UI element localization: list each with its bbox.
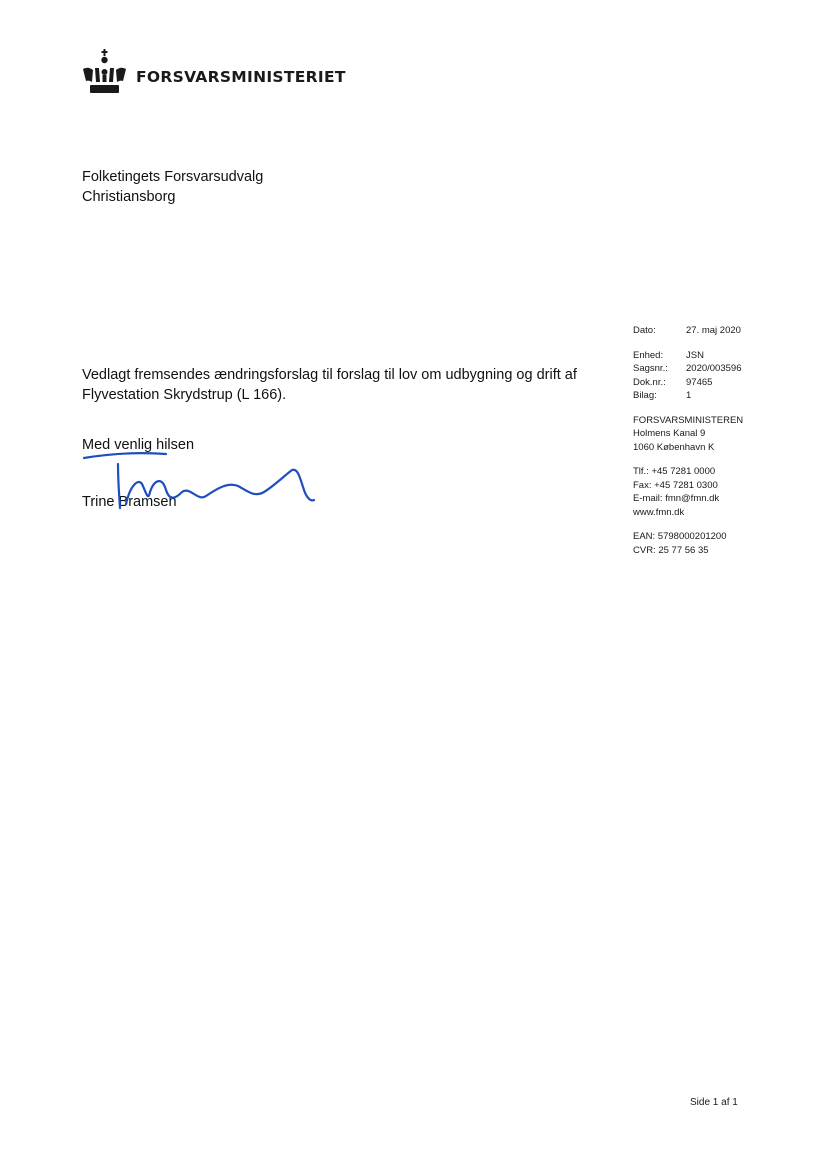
letter-body: Vedlagt fremsendes ændringsforslag til forslag til lov om udbygning og drift af Flyvestation Skrydstrup (L 166). bbox=[82, 367, 577, 403]
page-number: Side 1 af 1 bbox=[690, 1097, 738, 1108]
ministry-logo bbox=[80, 48, 350, 98]
date-label: Dato: bbox=[633, 325, 656, 336]
unit-label: Enhed: bbox=[633, 349, 664, 361]
case-label: Sagsnr.: bbox=[633, 363, 668, 374]
attachment-value: 1 bbox=[686, 390, 692, 401]
org-city: 1060 København K bbox=[633, 441, 715, 453]
website: www.fmn.dk bbox=[633, 506, 685, 518]
recipient-line: Christiansborg bbox=[82, 189, 176, 205]
org-name: FORSVARSMINISTEREN bbox=[633, 414, 744, 426]
doc-row bbox=[633, 376, 743, 390]
email-address: E-mail: fmn@fmn.dk bbox=[633, 493, 720, 504]
recipient-line: Folketingets Forsvarsudvalg bbox=[82, 169, 264, 185]
unit-value: JSN bbox=[686, 349, 704, 361]
handwritten-signature bbox=[78, 446, 318, 526]
crown-icon bbox=[80, 48, 132, 98]
doc-value: 97465 bbox=[686, 376, 713, 388]
date-row bbox=[633, 324, 743, 338]
date-value: 27. maj 2020 bbox=[686, 325, 741, 336]
attachment-row bbox=[633, 389, 743, 403]
recipient-address bbox=[82, 167, 263, 207]
fax-number: Fax: +45 7281 0300 bbox=[633, 479, 718, 491]
cvr-number: CVR: 25 77 56 35 bbox=[633, 544, 709, 556]
case-row bbox=[633, 362, 743, 376]
logo-wordmark: FORSVARSMINISTERIET bbox=[136, 68, 346, 86]
doc-label: Dok.nr.: bbox=[633, 376, 666, 388]
attachment-label: Bilag: bbox=[633, 390, 657, 401]
phone-number: Tlf.: +45 7281 0000 bbox=[633, 466, 716, 477]
reference-sidebar bbox=[633, 324, 743, 557]
signer-name: Trine Bramsen bbox=[82, 494, 177, 510]
org-street: Holmens Kanal 9 bbox=[633, 428, 706, 439]
letter-closing: Med venlig hilsen bbox=[82, 437, 195, 453]
case-value: 2020/003596 bbox=[686, 363, 742, 374]
ean-number: EAN: 5798000201200 bbox=[633, 531, 727, 542]
unit-row bbox=[633, 349, 743, 363]
